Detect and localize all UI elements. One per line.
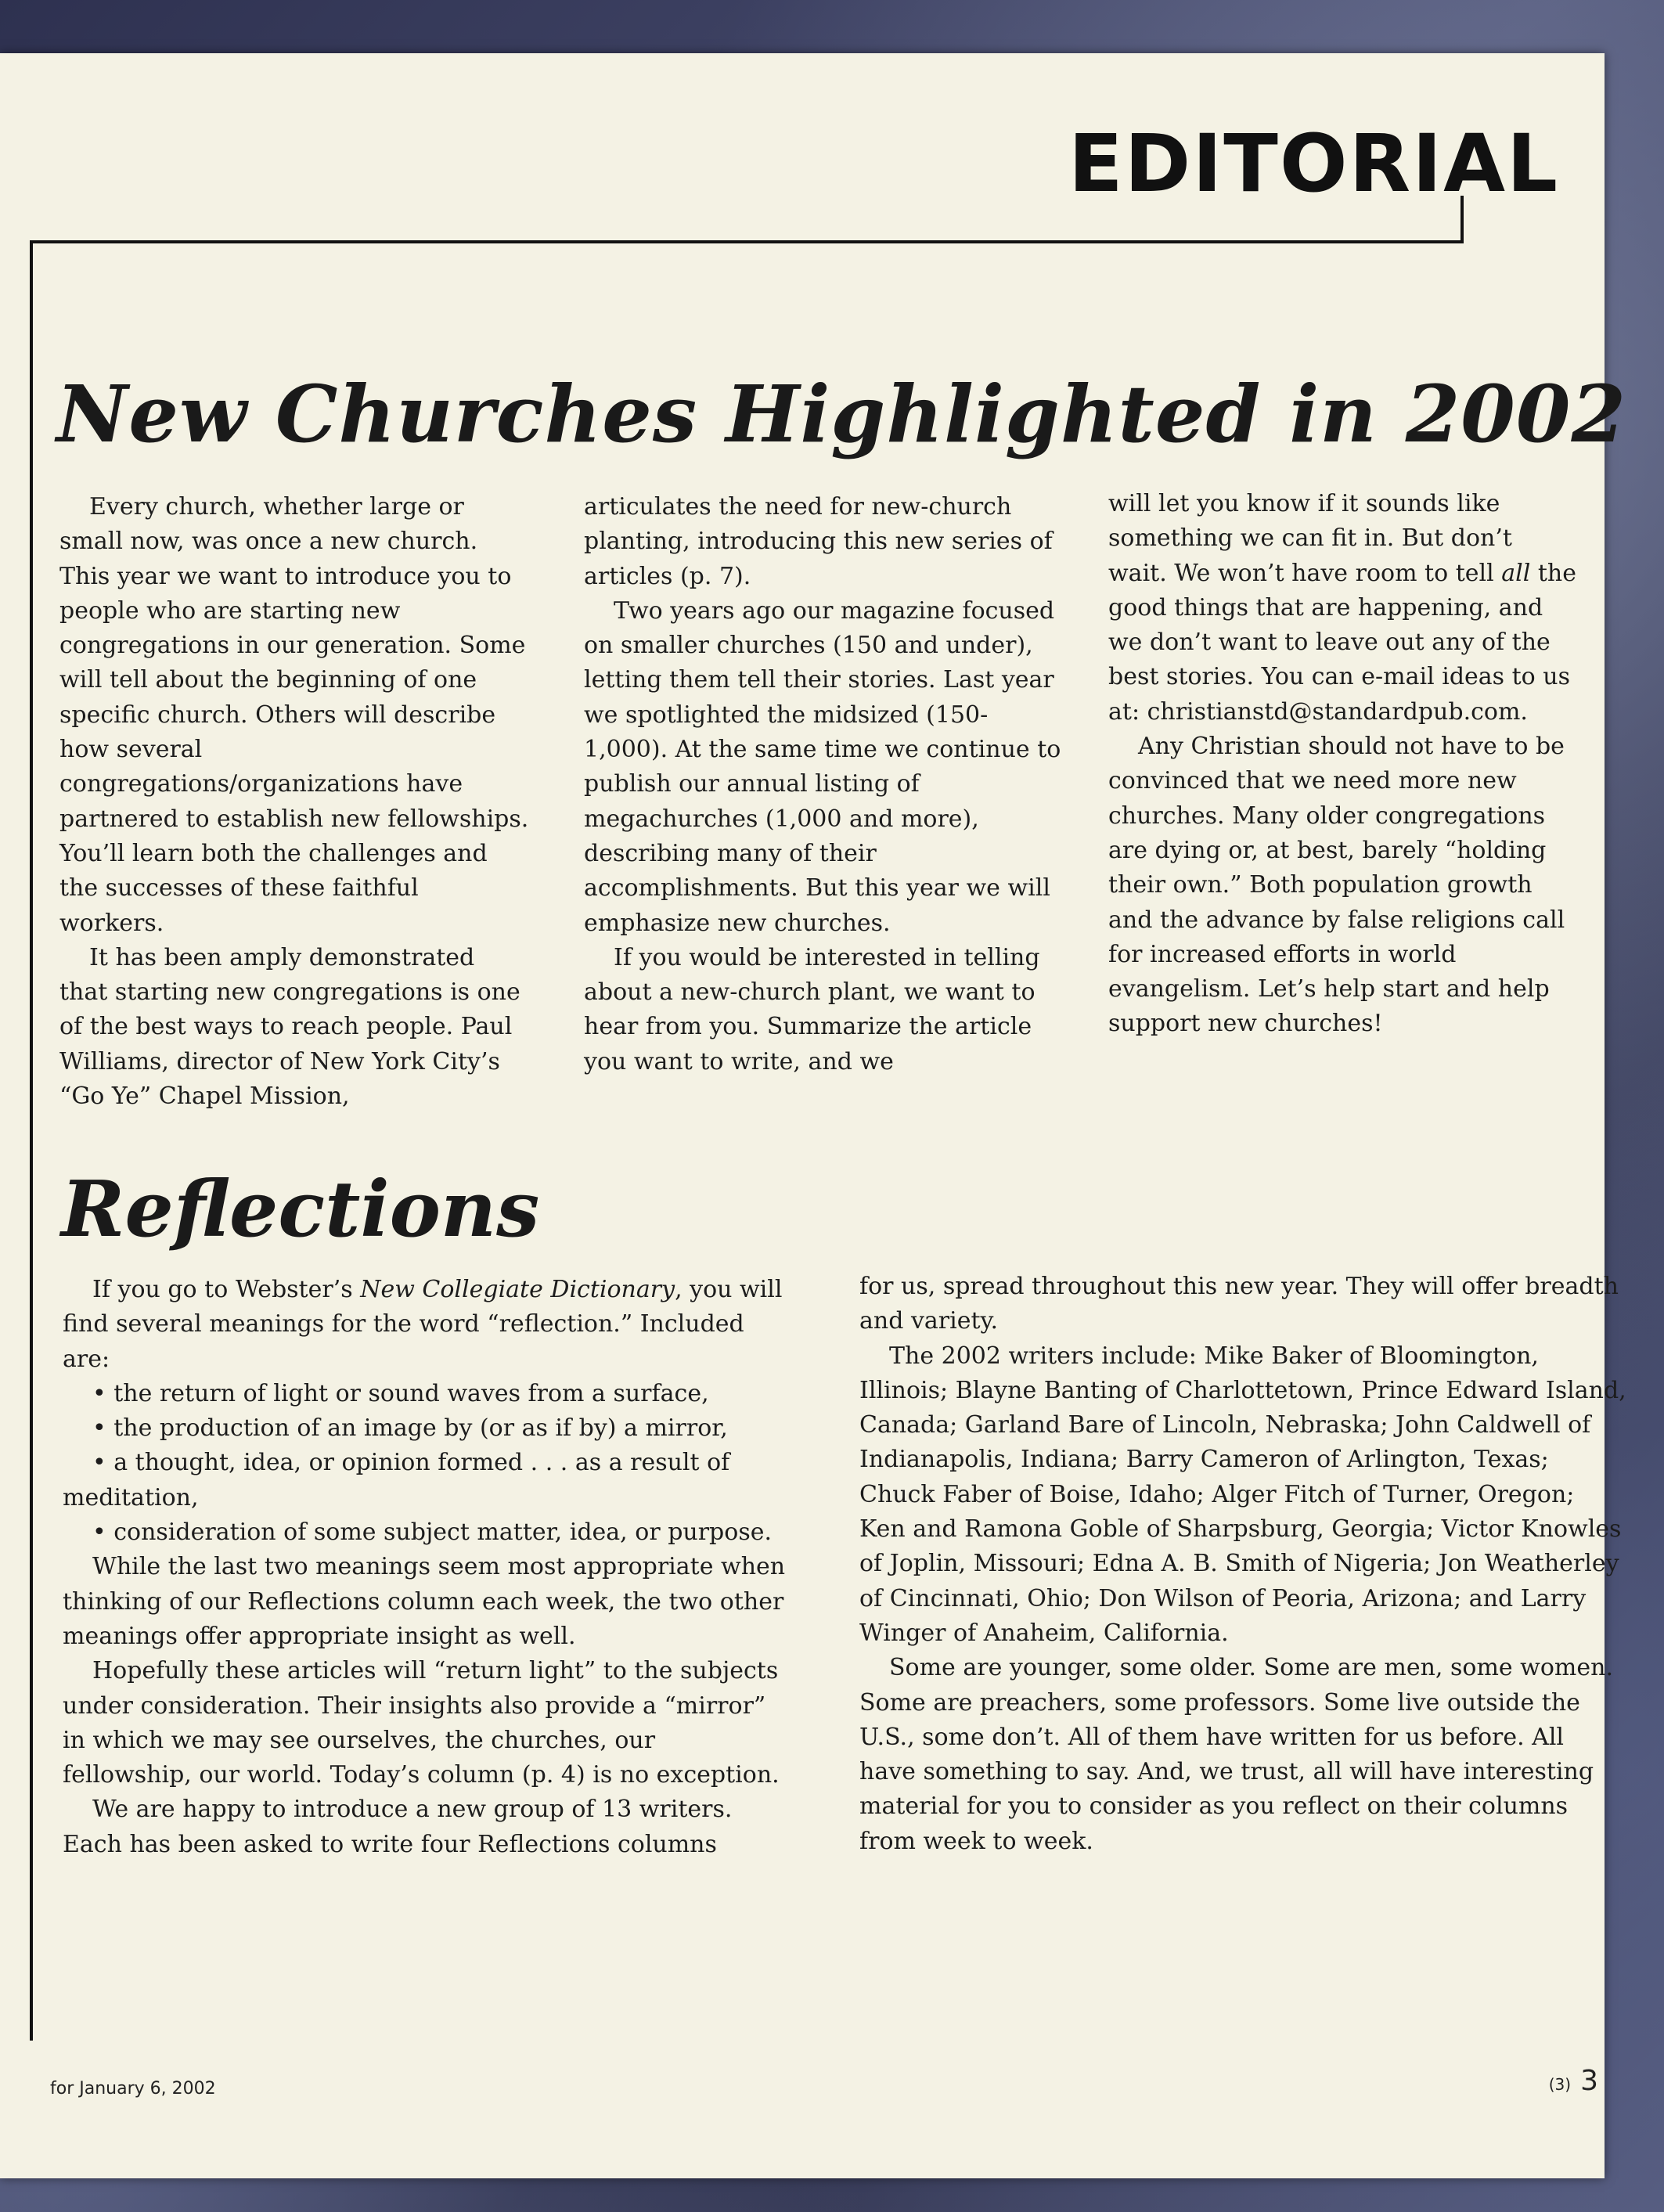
paragraph: articulates the need for new-church planting, introducing this new series of articles (p. 7). <box>584 493 1053 590</box>
article1-column-3 <box>1108 487 1578 1042</box>
reflections-title: Reflections <box>61 1165 540 1255</box>
header-rule <box>30 240 1464 243</box>
section-label: EDITORIAL <box>1068 117 1560 211</box>
page-number-value: 3 <box>1580 2065 1598 2097</box>
paragraph: Two years ago our magazine focused on smaller churches (150 and under), letting them tell their stories. Last year we spotlighted the midsized (150-1,000). At the same time we continue to publish our annual listing of megachurches (1,000 and more), describing many of their accomplishments. But this year we will emphasize new churches. <box>584 596 1061 937</box>
paragraph: While the last two meanings seem most appropriate when thinking of our Reflections column each week, the two other meanings offer appropriate insight as well. <box>63 1553 786 1650</box>
bullet-item: • the return of light or sound waves from a surface, <box>92 1379 709 1407</box>
article-title: New Churches Highlighted in 2002 <box>56 368 1627 460</box>
bullet-item: • consideration of some subject matter, idea, or purpose. <box>92 1518 773 1547</box>
article1-column-2 <box>584 490 1069 1079</box>
section-number: (3) <box>1548 2075 1572 2094</box>
paragraph: will let you know if it sounds like something we can fit in. But don’t wait. We won’t have room to tell all the good things that are happening, and we don’t want to leave out any of the best stories. You can e-mail ideas to us at: christianstd@standardpub.com. <box>1108 490 1576 726</box>
paragraph: The 2002 writers include: Mike Baker of Bloomington, Illinois; Blayne Banting of Charlottetown, Prince Edward Island, Canada; Garland Bare of Lincoln, Nebraska; John Caldwell of Indianapolis, Indiana; Barry Cameron of Arlington, Texas; Chuck Faber of Boise, Idaho; Alger Fitch of Turner, Oregon; Ken and Ramona Goble of Sharpsburg, Georgia; Victor Knowles of Joplin, Missouri; Edna A. B. Smith of Nigeria; Jon Weatherley of Cincinnati, Ohio; Don Wilson of Peoria, Arizona; and Larry Winger of Anaheim, California. <box>859 1342 1626 1647</box>
page-number <box>1549 2065 1598 2097</box>
article2-column-right <box>859 1270 1626 1859</box>
paragraph: Hopefully these articles will “return light” to the subjects under consideration. Their insights also provide a “mirror” in which we may see ourselves, the churches, our fellowship, our world. Today’s column (p. 4) is no exception. <box>63 1657 780 1789</box>
paragraph: Any Christian should not have to be convinced that we need more new churches. Many older congregations are dying or, at best, barely “holding their own.” Both population growth and the advance by false religions call for increased efforts in world evangelism. Let’s help start and help support new churches! <box>1108 733 1565 1038</box>
paragraph: Every church, whether large or small now, was once a new church. This year we want to introduce you to people who are starting new congregations in our generation. Some will tell about the beginning of one specific church. Others will describe how several congregations/organizations have partnered to establish new fellowships. You’ll learn both the challenges and the successes of these faithful workers. <box>59 493 529 937</box>
paragraph: If you go to Webster’s New Collegiate Dictionary, you will find several meanings for the word “reflection.” Included are: <box>63 1276 783 1373</box>
issue-date: for January 6, 2002 <box>50 2079 216 2099</box>
bullet-item: • the production of an image by (or as if by) a mirror, <box>92 1414 728 1443</box>
paragraph: Some are younger, some older. Some are men, some women. Some are preachers, some professors. Some live outside the U.S., some don’t. All of them have written for us before. All have something to say. And, we trust, all will have interesting material for you to consider as you reflect on their columns from week to week. <box>859 1654 1613 1855</box>
bullet-item: • a thought, idea, or opinion formed . . . as a result of meditation, <box>63 1449 730 1511</box>
paragraph: for us, spread throughout this new year. They will offer breadth and variety. <box>859 1273 1619 1335</box>
article1-column-1 <box>59 490 529 1114</box>
margin-rule <box>30 240 33 2041</box>
article2-column-left <box>63 1273 791 1862</box>
paragraph: It has been amply demonstrated that starting new congregations is one of the best ways to reach people. Paul Williams, director of New York City’s “Go Ye” Chapel Mission, <box>59 943 520 1111</box>
paragraph: If you would be interested in telling about a new-church plant, we want to hear from you. Summarize the article you want to write, and we <box>584 943 1040 1075</box>
paragraph: We are happy to introduce a new group of 13 writers. Each has been asked to write four Reflections columns <box>63 1796 733 1858</box>
